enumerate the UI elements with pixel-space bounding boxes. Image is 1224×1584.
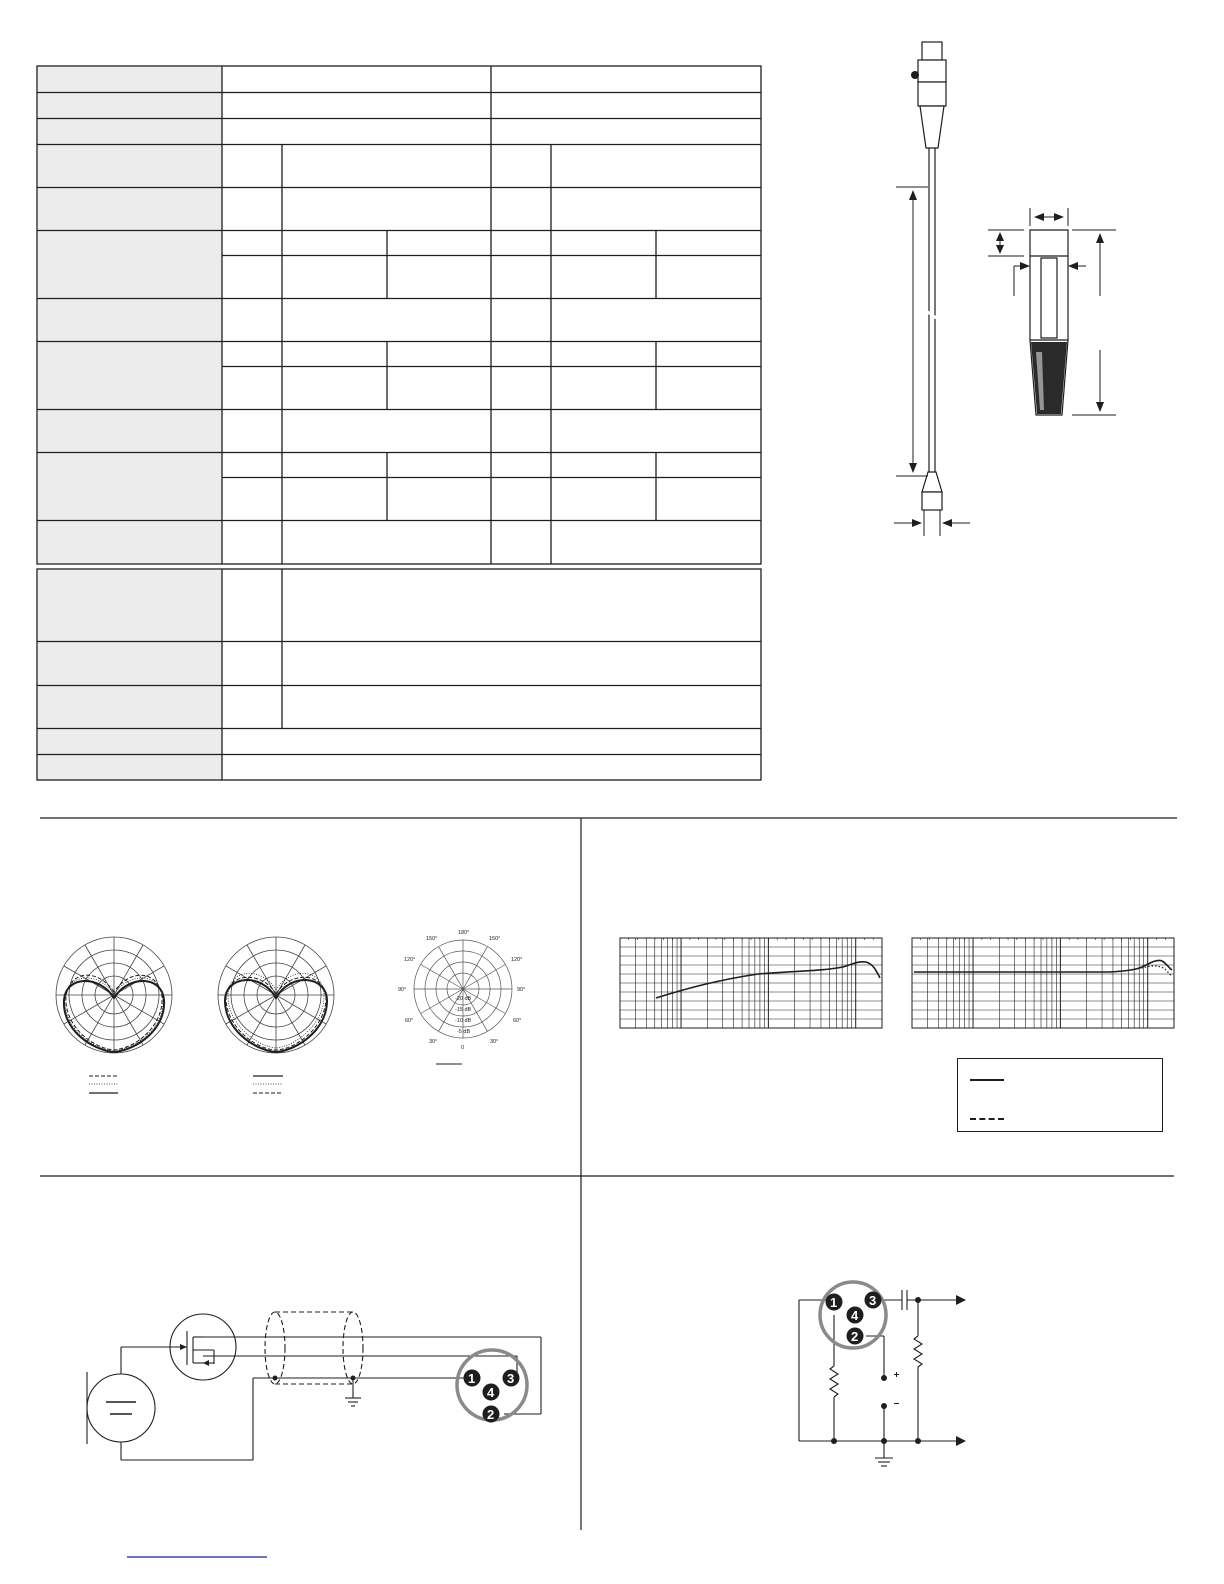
hyperlink-underline[interactable] [127,1556,267,1558]
svg-text:1: 1 [830,1295,838,1310]
internal-wiring-diagram [80,1300,550,1470]
svg-text:2: 2 [487,1407,495,1422]
polar-angle-label: 90° [517,987,526,993]
legend-solid-line [970,1079,1004,1081]
output-circuit-diagram [790,1275,970,1475]
polar-grid-reference [395,925,530,1070]
frequency-response-graph-right [910,934,1176,1030]
polar-pattern-middle [210,935,350,1100]
polar-angle-label: 120° [511,957,523,963]
legend-dashed-line [970,1118,1004,1120]
polar-level-label: -15 dB [455,1007,472,1013]
svg-text:1: 1 [468,1371,476,1386]
polar-angle-label: 60° [405,1018,414,1024]
polar-angle-label: 30° [490,1039,499,1045]
polar-angle-label: 180° [458,930,470,936]
polar-angle-label: 30° [429,1039,438,1045]
polar-level-label: -10 dB [455,1018,472,1024]
polar-angle-label: 0 [461,1045,465,1051]
svg-text:4: 4 [487,1385,495,1400]
svg-text:3: 3 [869,1293,877,1308]
polar-angle-label: 150° [426,936,438,942]
svg-text:3: 3 [507,1371,515,1386]
polar-level-label: -5 dB [457,1029,471,1035]
polar-angle-label: 60° [513,1018,522,1024]
svg-text:2: 2 [851,1329,859,1344]
polar-angle-label: 120° [404,957,416,963]
polar-angle-label: 150° [489,936,501,942]
polar-pattern-left [50,935,180,1100]
svg-text:4: 4 [851,1308,859,1323]
frequency-response-graph-left [618,934,884,1030]
polar-angle-label: 90° [398,987,407,993]
polar-level-label: -20 dB [455,996,472,1002]
frequency-legend-box [957,1058,1163,1132]
